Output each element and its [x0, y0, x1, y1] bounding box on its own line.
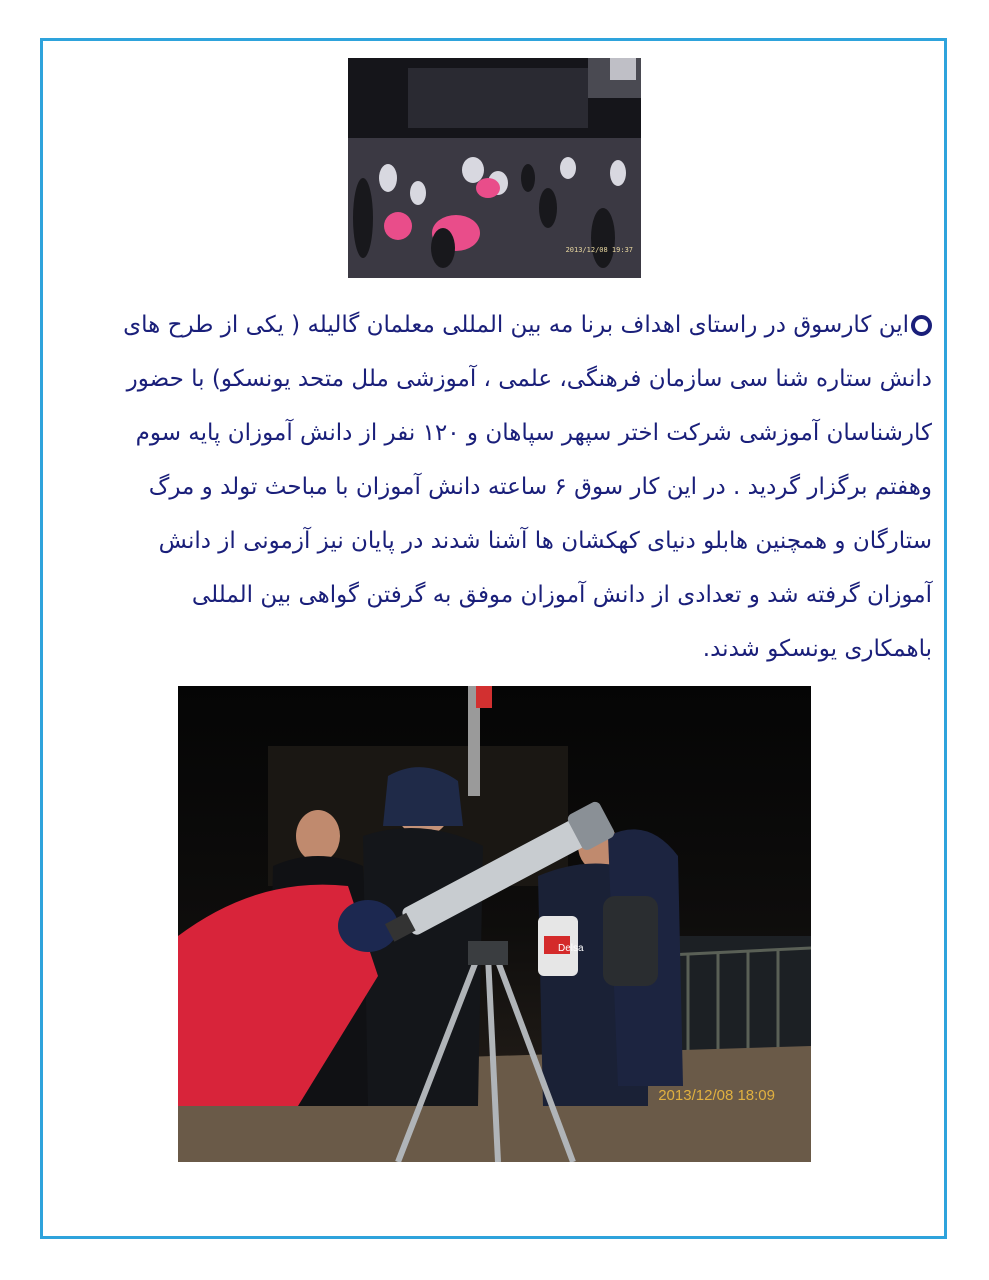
paragraph-line: کارشناسان آموزشی شرکت اختر سپهر سپاهان و ۱۲۰ نفر از دانش آموزان پایه سوم: [135, 420, 932, 446]
paragraph-line: دانش ستاره شنا سی سازمان فرهنگی، علمی ، آموزشی ملل متحد یونسکو) با حضور: [126, 366, 932, 392]
paragraph-line: باهمکاری یونسکو شدند.: [702, 636, 932, 662]
paragraph-line-text: این کارسوق در راستای اهداف برنا مه بین المللی معلمان گالیله ( یکی از طرح های: [123, 312, 909, 338]
paragraph-line: [80, 298, 932, 352]
article-paragraph: [80, 298, 932, 676]
photo-telescope: [178, 686, 811, 1162]
students-yard-image: [348, 58, 641, 278]
paragraph-line: آموزان گرفته شد و تعدادی از دانش آموزان موفق به گرفتن گواهی بین المللی: [191, 582, 932, 608]
bag-sign-text: Delsa: [558, 943, 584, 954]
photo-students-yard: [348, 58, 641, 278]
paragraph-line: ستارگان و همچنین هابلو دنیای کهکشان ها آشنا شدند در پایان نیز آزمونی از دانش: [158, 528, 932, 554]
photo-timestamp: 2013/12/08 18:09: [658, 1087, 775, 1104]
circle-bullet-icon: [911, 315, 932, 336]
photo-timestamp: 2013/12/08 19:37: [565, 246, 633, 254]
paragraph-line: وهفتم برگزار گردید . در این کار سوق ۶ ساعته دانش آموزان با مباحث تولد و مرگ: [148, 474, 932, 500]
